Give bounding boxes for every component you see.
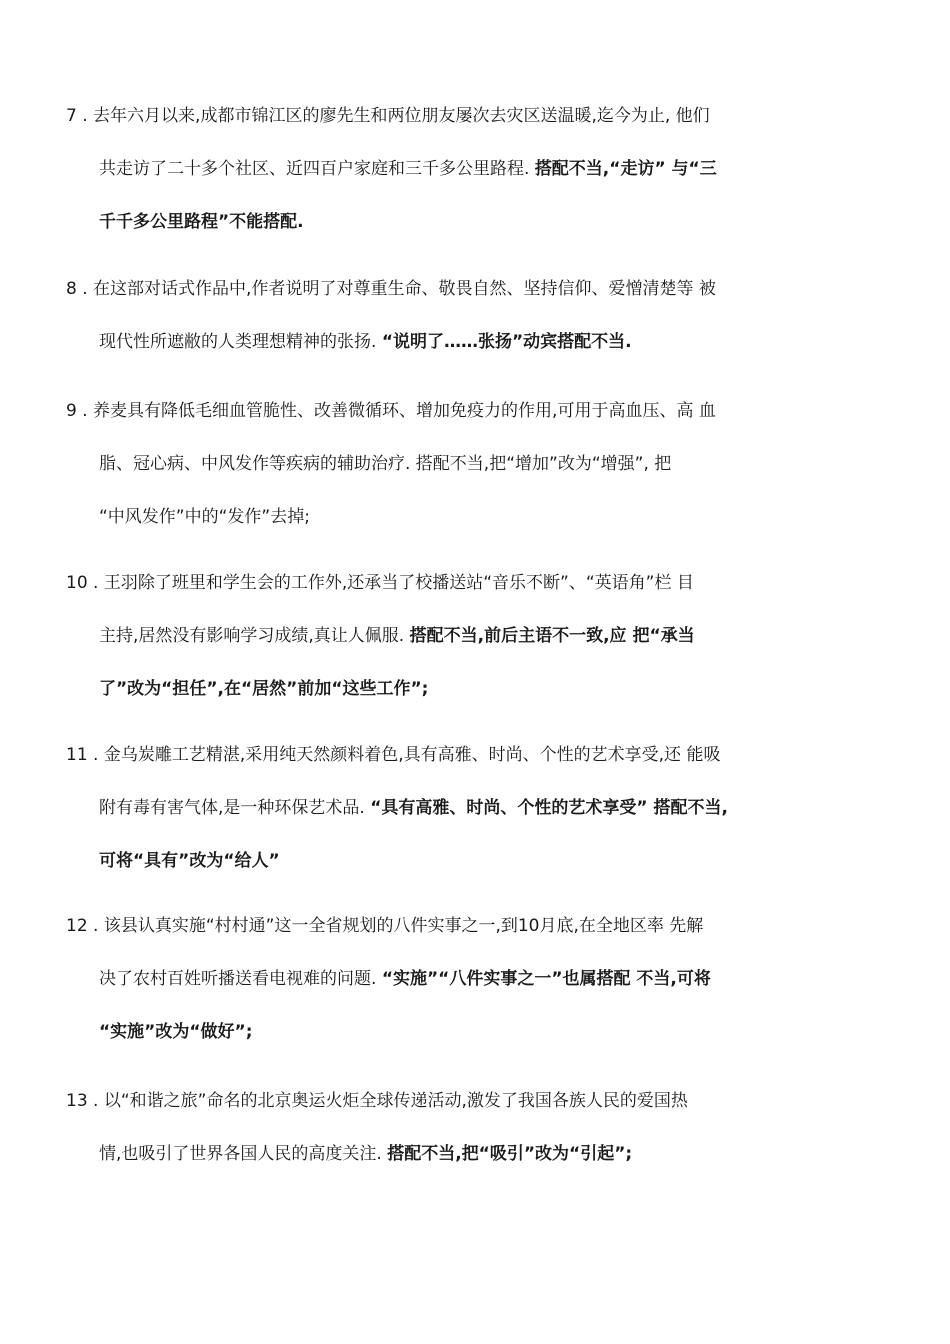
answer-text: “实施”改为“做好”; (99, 1022, 253, 1042)
list-item (66, 557, 866, 716)
question-text: 共走访了二十多个社区、近四百户家庭和三千多公里路程. (99, 159, 535, 179)
question-text: 主持,居然没有影响学习成绩,真让人佩服. (99, 626, 410, 646)
list-item (66, 1075, 866, 1181)
list-item (66, 90, 866, 249)
item-line (66, 557, 866, 610)
answer-text: “实施”“八件实事之一”也属搭配 不当,可将 (381, 969, 711, 989)
question-text: 决了农村百姓听播送看电视难的问题. (99, 969, 382, 989)
item-line (66, 953, 866, 1006)
answer-text: 可将“具有”改为“给人” (99, 851, 280, 871)
question-text: 情,也吸引了世界各国人民的高度关注. (99, 1144, 388, 1164)
item-line (66, 143, 866, 196)
answer-text: “说明了……张扬”动宾搭配不当. (381, 332, 632, 352)
item-number: 12 (66, 916, 88, 936)
item-line (66, 263, 866, 316)
question-text: . 去年六月以来,成都市锦江区的廖先生和两位朋友屡次去灾区送温暖,迄今为止, 他们 (76, 106, 710, 126)
list-item (66, 729, 866, 888)
item-line (66, 610, 866, 663)
list-item (66, 263, 866, 369)
question-text: . 王羽除了班里和学生会的工作外,还承当了校播送站“音乐不断”、“英语角”栏 目 (87, 573, 694, 593)
question-text: “中风发作”中的“发作”去掉; (99, 507, 310, 527)
item-number: 8 (66, 279, 77, 299)
question-text: 脂、冠心病、中风发作等疾病的辅助治疗. 搭配不当,把“增加”改为“增强”, 把 (99, 454, 672, 474)
list-item (66, 385, 866, 544)
question-text: . 该县认真实施“村村通”这一全省规划的八件实事之一,到10月底,在全地区率 先解 (87, 916, 704, 936)
answer-text: “具有高雅、时尚、个性的艺术享受” 搭配不当, (370, 798, 728, 818)
item-line (66, 90, 866, 143)
item-line (66, 835, 866, 888)
item-line (66, 491, 866, 544)
answer-text: 了”改为“担任”,在“居然”前加“这些工作”; (99, 679, 429, 699)
item-number: 10 (66, 573, 88, 593)
question-text: . 在这部对话式作品中,作者说明了对尊重生命、敬畏自然、坚持信仰、爱憎清楚等 被 (76, 279, 716, 299)
answer-text: 搭配不当,前后主语不一致,应 把“承当 (409, 626, 695, 646)
item-line (66, 196, 866, 249)
item-line (66, 900, 866, 953)
item-line (66, 1075, 866, 1128)
item-number: 13 (66, 1091, 88, 1111)
answer-text: 千千多公里路程”不能搭配. (99, 212, 304, 232)
list-item (66, 900, 866, 1059)
item-line (66, 438, 866, 491)
item-number: 7 (66, 106, 77, 126)
item-number: 11 (66, 745, 88, 765)
item-line (66, 729, 866, 782)
question-text: . 以“和谐之旅”命名的北京奥运火炬全球传递活动,激发了我国各族人民的爱国热 (87, 1091, 688, 1111)
question-text: 现代性所遮敝的人类理想精神的张扬. (99, 332, 382, 352)
item-line (66, 663, 866, 716)
question-text: . 养麦具有降低毛细血管脆性、改善微循环、增加免疫力的作用,可用于高血压、高 血 (76, 401, 716, 421)
item-number: 9 (66, 401, 77, 421)
item-line (66, 316, 866, 369)
question-text: . 金乌炭雕工艺精湛,采用纯天然颜料着色,具有高雅、时尚、个性的艺术享受,还 能吸 (87, 745, 721, 765)
item-line (66, 782, 866, 835)
question-text: 附有毒有害气体,是一种环保艺术品. (99, 798, 371, 818)
answer-text: 搭配不当,“走访” 与“三 (534, 159, 717, 179)
item-line (66, 385, 866, 438)
item-line (66, 1006, 866, 1059)
item-line (66, 1128, 866, 1181)
answer-text: 搭配不当,把“吸引”改为“引起”; (387, 1144, 633, 1164)
